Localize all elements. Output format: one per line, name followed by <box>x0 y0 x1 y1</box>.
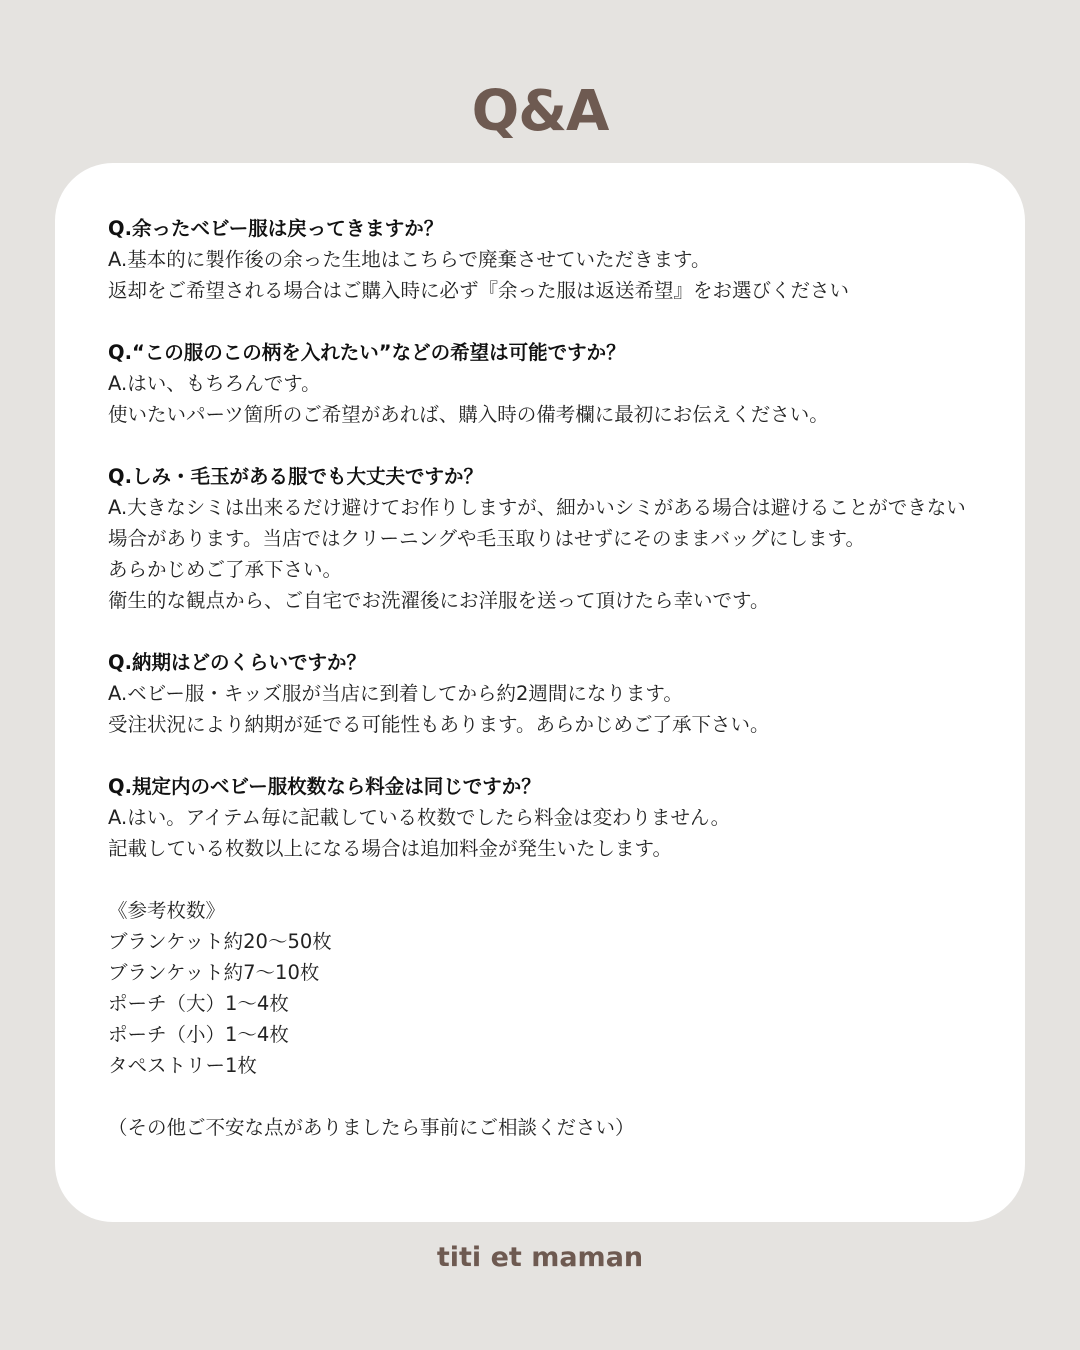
faq-item <box>108 647 985 740</box>
reference-heading: 《参考枚数》 <box>108 899 226 922</box>
faq-item <box>108 337 985 430</box>
faq-answer-line: 使いたいパーツ箇所のご希望があれば、購入時の備考欄に最初にお伝えください。 <box>108 403 829 426</box>
faq-question: Q.規定内のベビー服枚数なら料金は同じですか？ <box>108 775 541 798</box>
reference-item: ポーチ（大）1〜4枚 <box>108 992 289 1015</box>
faq-answer-line: 返却をご希望される場合はご購入時に必ず『余った服は返送希望』をお選びください <box>108 279 850 302</box>
faq-answer-line: 受注状況により納期が延でる可能性もあります。あらかじめご了承下さい。 <box>108 713 770 736</box>
faq-answer-line: 衛生的な観点から、ご自宅でお洗濯後にお洋服を送って頂けたら幸いです。 <box>108 589 770 612</box>
faq-answer-line: A.基本的に製作後の余った生地はこちらで廃棄させていただきます。 <box>108 248 711 271</box>
consultation-note: （その他ご不安な点がありましたら事前にご相談ください） <box>108 1116 635 1139</box>
faq-answer-line: A.はい。アイテム毎に記載している枚数でしたら料金は変わりません。 <box>108 806 731 829</box>
faq-answer-line: A.大きなシミは出来るだけ避けてお作りしますが、細かいシミがある場合は避けることができない <box>108 496 966 519</box>
faq-answer-line: 記載している枚数以上になる場合は追加料金が発生いたします。 <box>108 837 672 860</box>
reference-list <box>108 895 985 1081</box>
qa-card <box>55 163 1025 1222</box>
faq-item <box>108 461 985 616</box>
reference-item: ブランケット約7〜10枚 <box>108 961 320 984</box>
faq-answer-line: 場合があります。当店ではクリーニングや毛玉取りはせずにそのままバッグにします。 <box>108 527 865 550</box>
brand-footer: titi et maman <box>436 1242 644 1273</box>
faq-question: Q.納期はどのくらいですか？ <box>108 651 366 674</box>
faq-question: Q.“この服のこの柄を入れたい”などの希望は可能ですか？ <box>108 341 626 364</box>
reference-item: ポーチ（小）1〜4枚 <box>108 1023 289 1046</box>
faq-answer-line: あらかじめご了承下さい。 <box>108 558 343 581</box>
faq-answer-line: A.はい、もちろんです。 <box>108 372 321 395</box>
reference-item: タペストリー1枚 <box>108 1054 257 1077</box>
faq-answer-line: A.ベビー服・キッズ服が当店に到着してから約2週間になります。 <box>108 682 683 705</box>
faq-question: Q.しみ・毛玉がある服でも大丈夫ですか？ <box>108 465 483 488</box>
page-title: Q&A <box>471 79 609 144</box>
faq-item <box>108 771 985 864</box>
faq-item <box>108 213 985 306</box>
reference-item: ブランケット約20〜50枚 <box>108 930 332 953</box>
faq-question: Q.余ったベビー服は戻ってきますか？ <box>108 217 444 240</box>
